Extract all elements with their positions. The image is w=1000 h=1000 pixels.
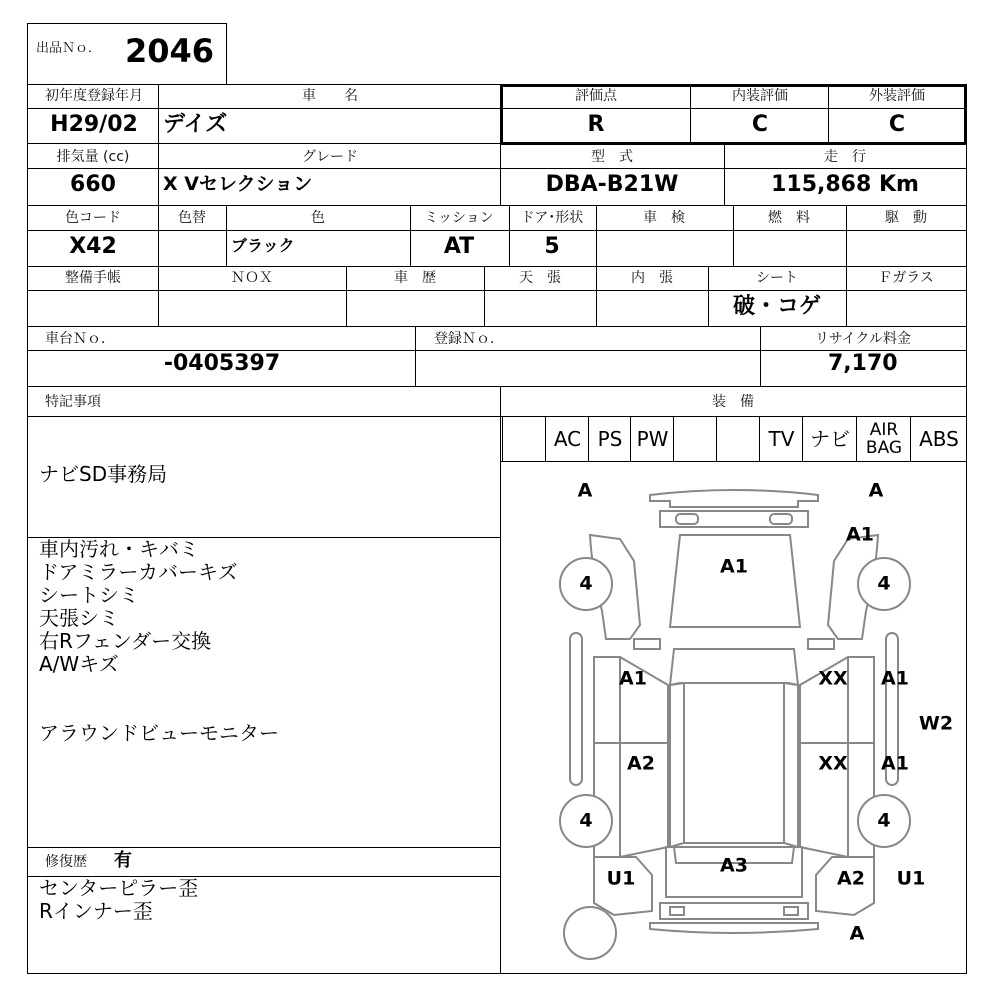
- equipment-item: [502, 417, 546, 461]
- roof-shape: [670, 649, 798, 685]
- color-code-label: 色コード: [65, 210, 121, 226]
- interior-trim-label: 内 張: [631, 270, 673, 286]
- reg-date-value: H29/02: [50, 112, 138, 137]
- mark-front-right: A: [868, 479, 884, 502]
- remarks-list: 車内汚れ・キバミ ドアミラーカバーキズ シートシミ 天張シミ 右Rフェンダー交換 A/Wキズ: [39, 537, 238, 676]
- chassis-label: 車台Ｎｏ．: [45, 331, 115, 347]
- mark-left-front-door: A1: [619, 667, 647, 690]
- model-value: DBA-B21W: [545, 172, 679, 197]
- mark-right-side-front: A1: [881, 667, 909, 690]
- interior-grade-label: 内装評価: [732, 88, 788, 104]
- grade-label: グレード: [302, 149, 358, 165]
- mark-rear-bumper: A: [849, 922, 865, 945]
- hood-shape: [670, 535, 800, 627]
- inspection-label: 車 検: [643, 210, 685, 226]
- equipment-item: AIR BAG: [856, 417, 911, 461]
- repair-notes: センターピラー歪 Rインナー歪: [39, 876, 199, 923]
- mark-tire-fr: 4: [877, 572, 891, 595]
- door-label: ドア･形状: [520, 210, 584, 226]
- recycle-fee-label: リサイクル料金: [814, 331, 912, 347]
- equipment-item: TV: [759, 417, 803, 461]
- repair-history-label: 修復歴: [45, 854, 87, 870]
- equipment-item: AC: [545, 417, 589, 461]
- repaint-label: 色替: [178, 210, 206, 226]
- registration-label: 登録Ｎｏ．: [434, 331, 504, 347]
- mark-hood: A1: [720, 555, 748, 578]
- door-value: 5: [544, 234, 560, 259]
- model-label: 型 式: [591, 149, 633, 165]
- mark-tire-fl: 4: [579, 572, 593, 595]
- equipment-label: 装 備: [712, 394, 754, 410]
- exterior-grade-value: C: [888, 112, 906, 137]
- equipment-item: [673, 417, 717, 461]
- lot-number: 2046: [125, 32, 215, 70]
- mark-rear-right-u1: U1: [896, 867, 926, 890]
- mission-value: AT: [443, 234, 475, 259]
- roof-label: 天 張: [519, 270, 561, 286]
- reg-date-label: 初年度登録年月: [45, 88, 143, 104]
- history-label: 車 歴: [394, 270, 436, 286]
- mileage-value: 115,868 Km: [771, 172, 919, 197]
- chassis-value: -0405397: [163, 351, 281, 376]
- score-value: R: [587, 112, 605, 137]
- score-label: 評価点: [575, 88, 617, 104]
- repair-history-value: 有: [114, 850, 132, 871]
- mark-right-glass: W2: [918, 712, 954, 735]
- displacement-value: 660: [70, 172, 116, 197]
- drive-label: 駆 動: [885, 210, 927, 226]
- mark-right-front-door: XX: [818, 667, 848, 690]
- car-name-label: 車 名: [302, 88, 358, 104]
- grade-value: X Vセレクション: [163, 173, 313, 195]
- maintenance-label: 整備手帳: [65, 270, 121, 286]
- mark-rear-left: U1: [606, 867, 636, 890]
- mark-tail: A3: [720, 854, 748, 877]
- seat-value: 破・コゲ: [732, 294, 822, 319]
- mark-bumper-right: A1: [846, 523, 874, 546]
- mileage-label: 走 行: [824, 149, 866, 165]
- color-value: ブラック: [231, 236, 295, 255]
- mission-label: ミッション: [424, 210, 494, 226]
- front-bumper-shape: [650, 490, 818, 507]
- recycle-fee-value: 7,170: [828, 351, 898, 376]
- front-glass-label: Ｆガラス: [878, 270, 934, 286]
- seat-label: シート: [756, 270, 798, 286]
- mark-tire-rr: 4: [877, 809, 891, 832]
- mark-right-side-rear: A1: [881, 752, 909, 775]
- mark-tire-rl: 4: [579, 809, 593, 832]
- interior-grade-value: C: [751, 112, 769, 137]
- rear-bumper-shape: [660, 903, 808, 919]
- lot-label: 出品Ｎｏ．: [36, 41, 102, 56]
- fuel-label: 燃 料: [768, 210, 810, 226]
- color-code-value: X42: [69, 234, 117, 259]
- displacement-label: 排気量 (cc): [56, 149, 130, 165]
- equipment-item: PW: [630, 417, 674, 461]
- equipment-item: ABS: [910, 417, 967, 461]
- car-name-value: デイズ: [163, 112, 228, 137]
- mark-rear-right-a2: A2: [837, 867, 865, 890]
- mark-front-left: A: [577, 479, 593, 502]
- remarks-extra: アラウンドビューモニター: [39, 721, 279, 745]
- color-label: 色: [311, 210, 325, 226]
- mark-right-rear-door: XX: [818, 752, 848, 775]
- remarks-line-1: ナビSD事務局: [39, 462, 168, 486]
- exterior-grade-label: 外装評価: [869, 88, 925, 104]
- car-damage-diagram: [502, 463, 965, 973]
- mark-left-rear-door: A2: [627, 752, 655, 775]
- nox-label: ＮＯＸ: [231, 270, 273, 286]
- spare-tire-circle: [564, 907, 616, 959]
- equipment-item: [716, 417, 760, 461]
- equipment-item: ナビ: [802, 417, 857, 461]
- remarks-label: 特記事項: [45, 394, 101, 410]
- equipment-item: PS: [588, 417, 631, 461]
